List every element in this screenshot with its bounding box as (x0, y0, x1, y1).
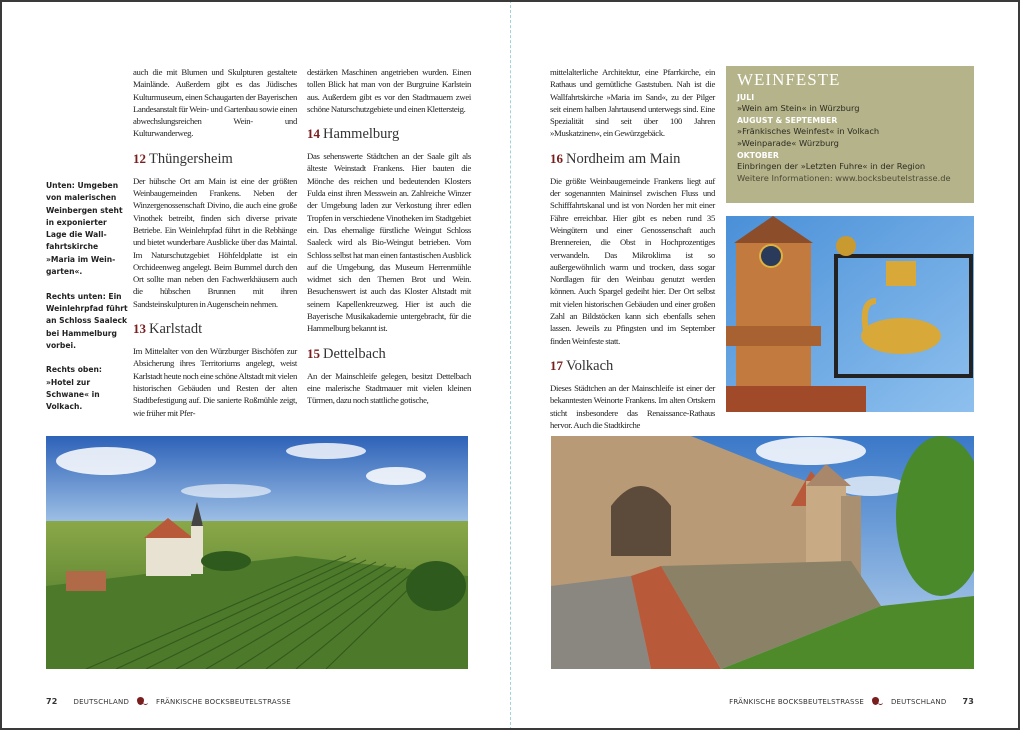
footer-section: DEUTSCHLAND (890, 697, 947, 706)
section-number: 13 (133, 321, 146, 337)
footer-chapter: FRÄNKISCHE BOCKSBEUTELSTRASSE (729, 697, 864, 706)
section-number: 14 (307, 126, 320, 142)
photo-vineyard-church (46, 436, 468, 669)
section-title: Hammelburg (323, 126, 400, 143)
section-title: Nordheim am Main (566, 150, 681, 167)
section-number: 15 (307, 345, 320, 361)
event: »Wein am Stein« in Würzburg (737, 103, 860, 114)
month-label: JULI (737, 92, 755, 102)
section-heading (307, 126, 471, 142)
section-number: 17 (550, 357, 563, 373)
text-column-2 (307, 66, 471, 407)
info-link: Weitere Informationen: www.bocksbeutelstrasse.de (737, 172, 951, 183)
month-label: AUGUST & SEPTEMBER (737, 115, 838, 125)
paragraph: Der hübsche Ort am Main ist eine der größten Weinbaugemeinden Frankens. Neben der Winzergenossenschaft Divino, die auch eine große Vinothek betreibt, finden sich diverse private Betriebe. Ein Weinlehrpfad führt in die Rebhänge und bietet wunderbare Ausblicke über das Maintal. Im Naturschutzgebiet Höhfeldplatte ist ein Orchideenweg angelegt. Beim Bummel durch den Ort sollte man neben den Fachwerkhäusern auch die hübschen Brunnen mit ihren Sandsteinskulpturen in Augenschein nehmen. (133, 175, 297, 309)
grape-icon (137, 697, 148, 706)
section-title: Karlstadt (149, 321, 203, 338)
section-number: 16 (550, 150, 563, 166)
photo-schloss-saaleck (551, 436, 974, 669)
footer-chapter: FRÄNKISCHE BOCKSBEUTELSTRASSE (156, 697, 291, 706)
section-heading (550, 358, 715, 374)
paragraph: destärken Maschinen angetrieben wurden. Einen tollen Blick hat man von der Burgruine Karlstein aus. Außerdem gibt es vor den Stadtmauern zwei schöne Naturschutzgebiete und einen Klettersteig. (307, 67, 471, 114)
page-number: 72 (46, 697, 58, 706)
paragraph: mittelalterliche Architektur, eine Pfarrkirche, ein Rathaus und gemütliche Gaststuben. Nah ist die Wallfahrtskirche »Maria im Sand«, zu der Pilger seit einem halben Jahrtausend unterwegs sind. Eine Spezialität sind seit über 100 Jahren »Muskatzinen«, ein Gewürzgebäck. (550, 67, 715, 139)
infobox-title: WEINFESTE (737, 70, 841, 89)
section-heading (133, 151, 297, 167)
paragraph: Das sehenswerte Städtchen an der Saale gilt als älteste Weinstadt Frankens. Hier bauten die Mönche des reichen und bedeutenden Klosters Fulda einst ihren Messwein an. Zahlreiche Winzer der Umgebung laden zur Verkostung ihrer edlen Tropfen in verschiedene Vinotheken im Stadtgebiet ein. Das ehemalige fürstliche Weingut Schloss Saaleck wird als Bio-Weingut betrieben. Vom Schloss selbst hat man einen fantastischen Ausblick auf die Umgebung, das Museum Herrenmühle widmet sich den Themen Brot und Wein. Besuchenswert ist auch das Kloster Altstadt mit seinem Kapellenkreuzweg. Hier ist auch die Bayerische Musikakademie untergebracht, für die Hammelburg bekannt ist. (307, 151, 471, 334)
page-gutter (510, 0, 511, 730)
caption: Unten: Umgeben von malerischen Weinbergen steht in exponierter Lage die Wallfahrtskirche »Maria im Weingarten«. (46, 181, 123, 277)
event: »Fränkisches Weinfest« in Volkach (737, 126, 880, 137)
paragraph: Die größte Weinbaugemeinde Frankens liegt auf der sogenannten Maininsel zwischen Fluss und Schifffahrtskanal und ist von Norden her mit einer Fähre erreichbar. Hier gibt es neben rund 35 Weingütern und einer Genossenschaft auch Brennereien, die Obst in Hochprozentiges verwandeln. Das Mikroklima ist so außergewöhnlich warm und trocken, dass sogar Nordlagen für den Weinbau genutzt werden können. Auch Spargel gedeiht hier. Der Ort selbst mit vielen historischen Gebäuden und einer großen Zahl an Bildstöcken kann sich ebenfalls sehen lassen. Jeweils zu Pfingsten und im September finden Weinfeste statt. (550, 175, 715, 346)
paragraph: Im Mittelalter von den Würzburger Bischöfen zur Absicherung ihres Territoriums angelegt, weist Karlstadt heute noch eine schöne Altstadt mit vielen historischen Gebäuden und Resten der alten Stadtbefestigung auf. Die sanierte Roßmühle zeigt, wie früher mit Pfer- (133, 346, 297, 418)
event: »Weinparade« Würzburg (737, 137, 839, 148)
photo-hotel-sign-tower (726, 216, 974, 412)
section-heading (133, 321, 297, 337)
photo-captions (46, 180, 128, 426)
section-heading (550, 151, 715, 167)
footer-left (46, 697, 291, 706)
paragraph: An der Mainschleife gelegen, besitzt Dettelbach eine malerische Stadtmauer mit vielen kleinen Türmen, dazu noch stattliche gotische, (307, 370, 471, 406)
text-column-1 (133, 66, 297, 419)
event: Einbringen der »Letzten Fuhre« in der Region (737, 161, 926, 172)
section-number: 12 (133, 150, 146, 166)
footer-section: DEUTSCHLAND (73, 697, 130, 706)
caption: Rechts unten: Ein Weinlehrpfad führt an Schloss Saaleck bei Hammelburg vorbei. (46, 291, 128, 350)
paragraph: Dieses Städtchen an der Mainschleife ist einer der bekanntesten Weinorte Frankens. Im alten Ortskern sticht insbesondere das Renaissance-Rathaus hervor. Auch die Stadtkirche (550, 382, 715, 430)
section-title: Volkach (566, 357, 614, 374)
section-title: Thüngersheim (149, 150, 233, 167)
month-label: OKTOBER (737, 150, 779, 160)
section-title: Dettelbach (323, 345, 386, 362)
paragraph: auch die mit Blumen und Skulpturen gestaltete Mainlände. Außerdem gibt es das Jüdisches Kulturmuseum, einen Schaugarten der Bayerischen Landesanstalt für Wein- und Gartenbau sowie einen abwechslungsreichen Wein- und Kulturwanderweg. (133, 67, 297, 139)
footer-right (729, 697, 974, 706)
text-column-3 (550, 66, 715, 431)
page-number: 73 (962, 697, 974, 706)
caption: Rechts oben: »Hotel zur Schwane« in Volkach. (46, 365, 102, 412)
grape-icon (872, 697, 883, 706)
section-heading (307, 346, 471, 362)
weinfeste-infobox (726, 66, 974, 203)
